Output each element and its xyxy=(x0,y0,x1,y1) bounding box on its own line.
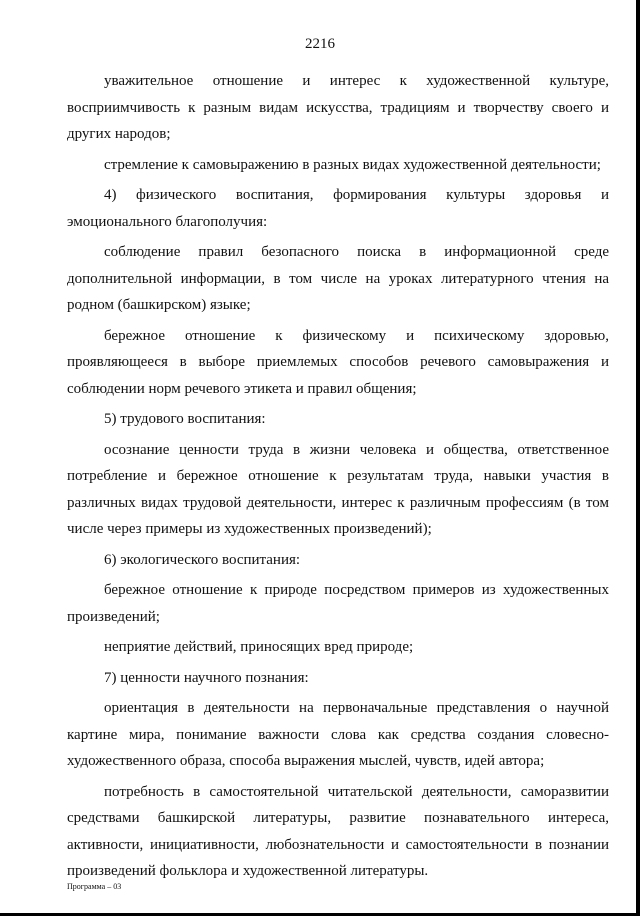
paragraph: 6) экологического воспитания: xyxy=(104,551,301,568)
scan-edge-right xyxy=(636,0,640,916)
footer-label: Программа – 03 xyxy=(67,882,122,891)
document-body xyxy=(67,68,609,889)
paragraph: соблюдение правил безопасного поиска в информационной среде дополнительной информации, в том числе на уроках литературного чтения на родном (башкирском) языке; xyxy=(67,244,609,313)
paragraph: бережное отношение к природе посредством примеров из художественных произведений; xyxy=(67,582,609,625)
paragraph: 4) физического воспитания, формирования культуры здоровья и эмоционального благополучия: xyxy=(67,187,609,230)
paragraph: уважительное отношение и интерес к художественной культуре, восприимчивость к разным видам искусства, традициям и творчеству своего и других народов; xyxy=(67,73,609,142)
paragraph: осознание ценности труда в жизни человека и общества, ответственное потребление и бережное отношение к результатам труда, навыки участия в различных видах трудовой деятельности, интерес к различным профессиям (в том числе через примеры из художественных произведений); xyxy=(67,441,609,537)
page-number: 2216 xyxy=(305,36,335,52)
paragraph: 5) трудового воспитания: xyxy=(104,411,266,427)
paragraph: неприятие действий, приносящих вред природе; xyxy=(104,639,414,655)
paragraph: ориентация в деятельности на первоначальные представления о научной картине мира, понимание важности слова как средства создания словесно-художественного образа, способа выражения мыслей, чувств, идей автора; xyxy=(67,700,609,769)
paragraph: 7) ценности научного познания: xyxy=(104,669,309,686)
paragraph: стремление к самовыражению в разных видах художественной деятельности; xyxy=(104,156,601,173)
paragraph: потребность в самостоятельной читательской деятельности, саморазвитии средствами башкирской литературы, развитие познавательного интереса, активности, инициативности, любознательности и самостоятельности в познании произведений фольклора и художественной литературы. xyxy=(67,783,609,879)
paragraph: бережное отношение к физическому и психическому здоровью, проявляющееся в выборе приемлемых способов речевого самовыражения и соблюдении норм речевого этикета и правил общения; xyxy=(67,327,609,397)
